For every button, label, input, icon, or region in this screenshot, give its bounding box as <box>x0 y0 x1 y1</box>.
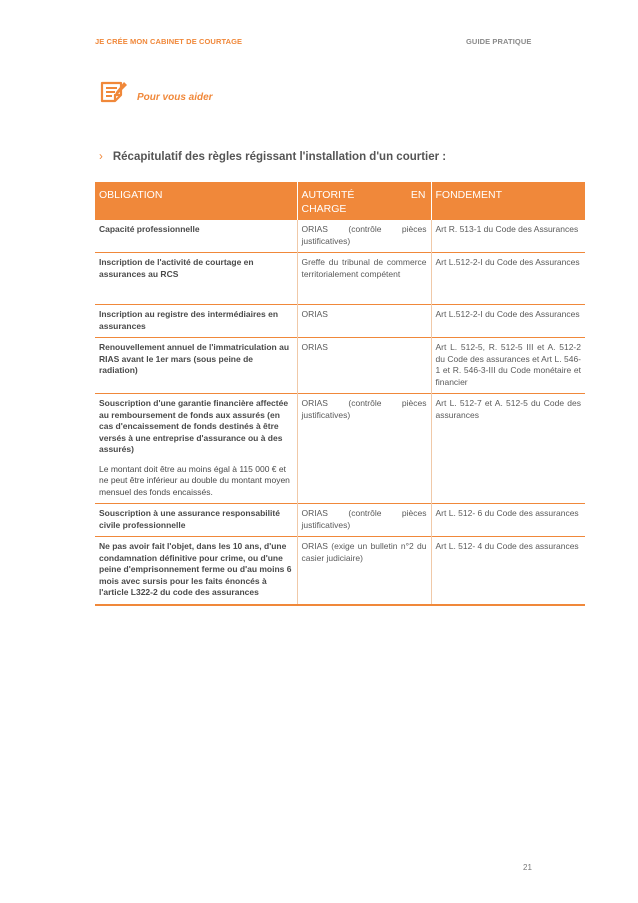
cell-obligation <box>95 394 297 504</box>
obligation-text: Souscription d'une garantie financière affectée au remboursement de fonds aux assurés (en cas d'encaissement de fonds destinés à être versés à une entreprise d'assurance ou à des assurés) <box>99 398 289 454</box>
table-header-row <box>95 182 585 220</box>
cell-autorite: ORIAS <box>297 305 431 338</box>
header-obligation: OBLIGATION <box>95 182 297 220</box>
cell-autorite: ORIAS (contrôle pièces justificatives) <box>297 504 431 537</box>
header-autorite-line1: AUTORITÉ EN <box>301 189 426 201</box>
obligation-text: Renouvellement annuel de l'immatriculation au RIAS avant le 1er mars (sous peine de radiation) <box>99 342 290 375</box>
cell-fondement: Art R. 513-1 du Code des Assurances <box>431 220 585 253</box>
note-edit-icon <box>99 80 129 105</box>
cell-obligation <box>95 305 297 338</box>
table-row <box>95 338 585 394</box>
table-row <box>95 253 585 305</box>
chevron-right-icon: › <box>99 151 103 163</box>
help-label: Pour vous aider <box>137 92 213 103</box>
cell-fondement: Art L.512-2-I du Code des Assurances <box>431 305 585 338</box>
cell-obligation <box>95 253 297 305</box>
header-fondement: FONDEMENT <box>431 182 585 220</box>
cell-obligation <box>95 504 297 537</box>
table-row <box>95 394 585 504</box>
cell-fondement: Art L. 512-7 et A. 512-5 du Code des assurances <box>431 394 585 504</box>
cell-fondement: Art L. 512- 4 du Code des assurances <box>431 537 585 605</box>
cell-autorite: ORIAS (exige un bulletin n°2 du casier judiciaire) <box>297 537 431 605</box>
cell-autorite: ORIAS <box>297 338 431 394</box>
table-row <box>95 537 585 605</box>
header-autorite <box>297 182 431 220</box>
obligation-text: Ne pas avoir fait l'objet, dans les 10 ans, d'une condamnation définitive pour crime, ou d'une peine d'emprisonnement ferme ou d'au moins 6 mois avec sursis pour les faits énoncés à l'article L322-2 du code des assurances <box>99 541 292 597</box>
cell-obligation <box>95 220 297 253</box>
cell-obligation <box>95 338 297 394</box>
section-title-text: Récapitulatif des règles régissant l'installation d'un courtier : <box>112 151 447 163</box>
cell-obligation <box>95 537 297 605</box>
cell-autorite: Greffe du tribunal de commerce territorialement compétent <box>297 253 431 305</box>
obligation-text: Souscription à une assurance responsabilité civile professionnelle <box>99 508 280 530</box>
table-row <box>95 305 585 338</box>
cell-fondement: Art L.512-2-I du Code des Assurances <box>431 253 585 305</box>
cell-autorite: ORIAS (contrôle pièces justificatives) <box>297 220 431 253</box>
running-header-guide: GUIDE PRATIQUE <box>466 37 532 46</box>
table-row <box>95 220 585 253</box>
table-row <box>95 504 585 537</box>
obligation-text: Capacité professionnelle <box>99 224 200 234</box>
cell-autorite: ORIAS (contrôle pièces justificatives) <box>297 394 431 504</box>
section-title <box>99 151 446 163</box>
cell-fondement: Art L. 512-5, R. 512-5 III et A. 512-2 du Code des assurances et Art L. 546-1 et R. 546-3-III du Code monétaire et financier <box>431 338 585 394</box>
running-header-title: JE CRÉE MON CABINET DE COURTAGE <box>95 37 243 46</box>
page-number: 21 <box>523 863 532 872</box>
header-autorite-line2: CHARGE <box>301 203 347 215</box>
rules-table <box>95 182 585 606</box>
obligation-text: Inscription de l'activité de courtage en assurances au RCS <box>99 257 254 279</box>
obligation-text: Inscription au registre des intermédiaires en assurances <box>99 309 279 331</box>
obligation-note: Le montant doit être au moins égal à 115 000 € et ne peut être inférieur au double du montant moyen mensuel des fonds encaissés. <box>99 463 290 497</box>
cell-fondement: Art L. 512- 6 du Code des assurances <box>431 504 585 537</box>
